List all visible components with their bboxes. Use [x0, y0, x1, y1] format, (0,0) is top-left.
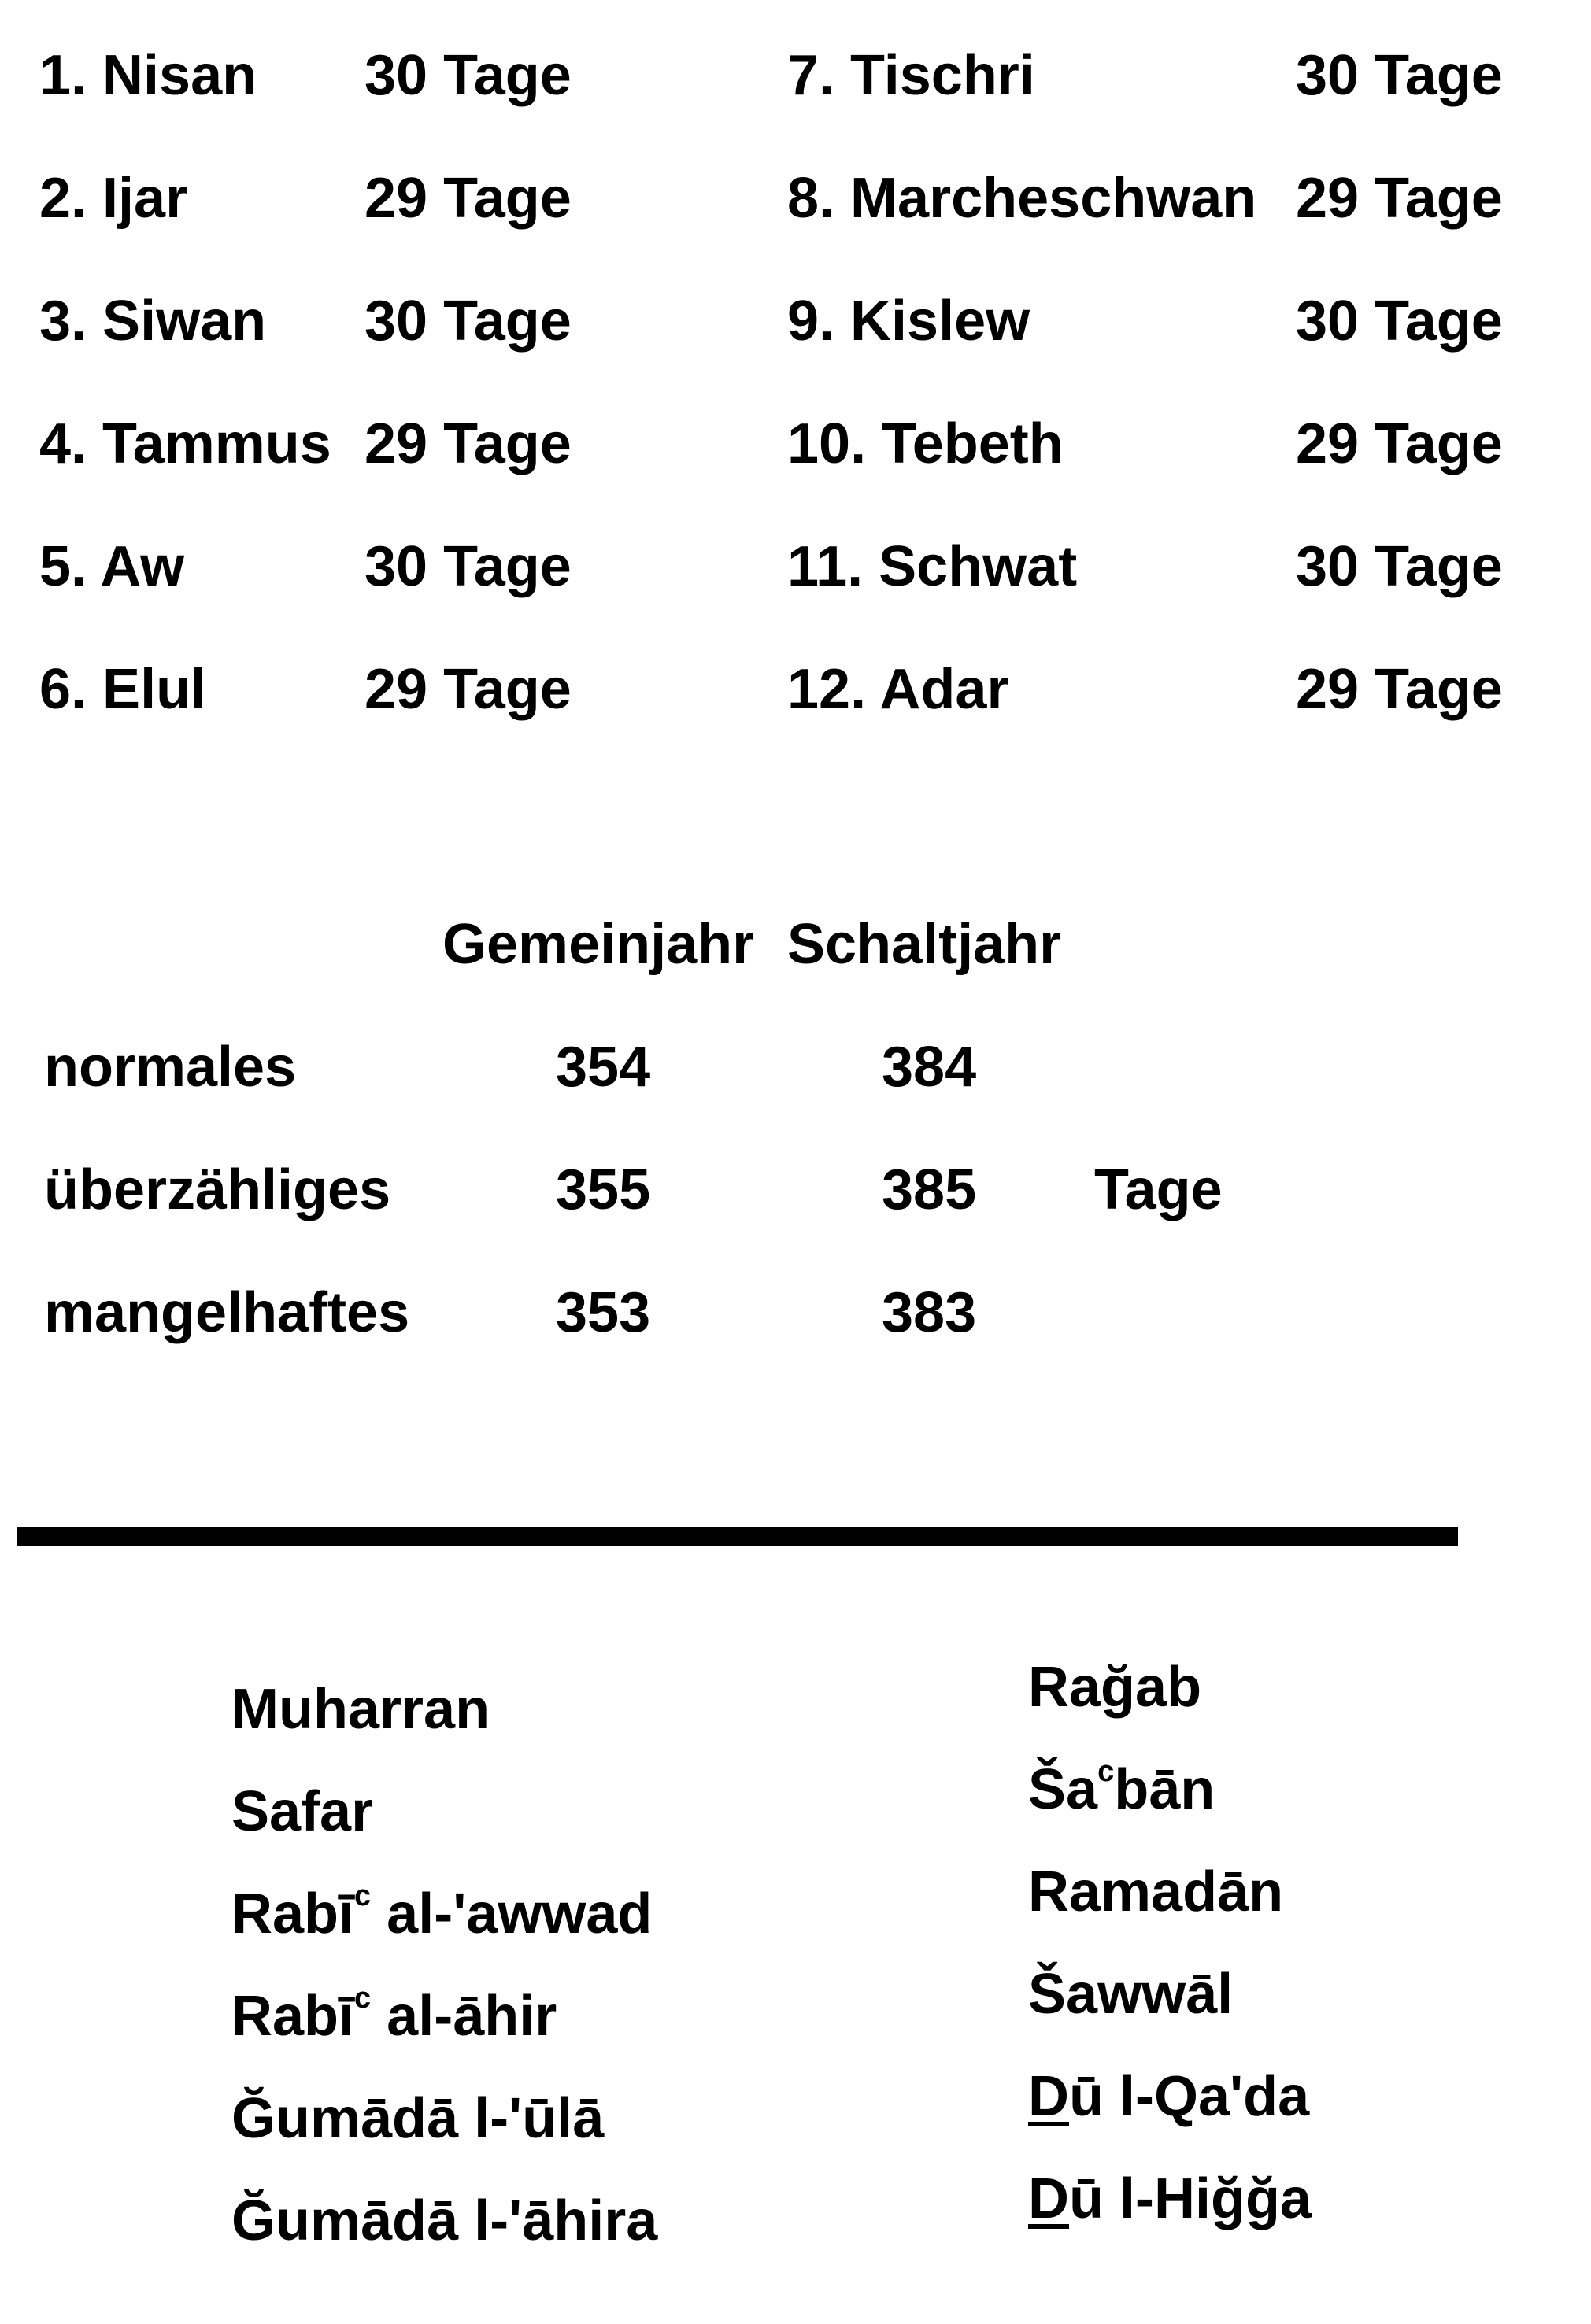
year-row-common: 354 — [556, 1036, 651, 1099]
unit-label: Tage — [1094, 1158, 1223, 1221]
month-name: 11. Schwat — [787, 535, 1078, 598]
year-row-leap: 383 — [882, 1281, 977, 1344]
month-name: 10. Tebeth — [787, 412, 1064, 475]
islamic-month: Dū l-Hiğğa — [1028, 2167, 1312, 2230]
islamic-month: $Ša^cbān$ — [1028, 1755, 1215, 1821]
islamic-month: Rağab — [1028, 1656, 1202, 1719]
islamic-month: Ğumādā l-'ūlā — [231, 2087, 605, 2150]
islamic-month: Rabī$^c$ al-āhir — [231, 1982, 557, 2048]
islamic-month: Rabī$^c$ al-'awwad — [231, 1879, 653, 1945]
month-name: 6. Elul — [39, 658, 207, 721]
month-days: 30 Tage — [1296, 44, 1503, 107]
column-header-leap-year: Schaltjahr — [787, 913, 1062, 976]
month-days: 29 Tage — [364, 412, 572, 475]
section-divider — [17, 1527, 1458, 1546]
month-days: 29 Tage — [364, 658, 572, 721]
islamic-month: Muharran — [231, 1678, 490, 1741]
month-name: 12. Adar — [787, 658, 1009, 721]
month-days: 30 Tage — [364, 44, 572, 107]
month-days: 30 Tage — [364, 290, 572, 353]
islamic-month: Safar — [231, 1780, 374, 1843]
year-row-common: 353 — [556, 1281, 651, 1344]
year-row-label: mangelhaftes — [44, 1281, 410, 1344]
month-name: 1. Nisan — [39, 44, 257, 107]
month-days: 29 Tage — [1296, 167, 1503, 230]
islamic-month: Ğumādā l-'āhira — [231, 2189, 658, 2252]
month-name: 5. Aw — [39, 535, 185, 598]
year-row-leap: 385 — [882, 1158, 977, 1221]
month-name: 4. Tammus — [39, 412, 331, 475]
year-row-leap: 384 — [882, 1036, 977, 1099]
month-name: 9. Kislew — [787, 290, 1030, 353]
islamic-month: Ramadān — [1028, 1860, 1284, 1923]
month-days: 30 Tage — [1296, 290, 1503, 353]
month-name: 3. Siwan — [39, 290, 267, 353]
year-row-label: überzähliges — [44, 1158, 391, 1221]
year-row-label: normales — [44, 1036, 297, 1099]
month-name: 8. Marcheschwan — [787, 167, 1257, 230]
islamic-month: Šawwāl — [1028, 1963, 1234, 2026]
month-name: 2. Ijar — [39, 167, 188, 230]
month-days: 29 Tage — [1296, 412, 1503, 475]
month-name: 7. Tischri — [787, 44, 1035, 107]
year-row-common: 355 — [556, 1158, 651, 1221]
islamic-month: Dū l-Qa'da — [1028, 2065, 1310, 2128]
month-days: 29 Tage — [1296, 658, 1503, 721]
month-days: 29 Tage — [364, 167, 572, 230]
month-days: 30 Tage — [364, 535, 572, 598]
column-header-common-year: Gemeinjahr — [442, 913, 755, 976]
month-days: 30 Tage — [1296, 535, 1503, 598]
